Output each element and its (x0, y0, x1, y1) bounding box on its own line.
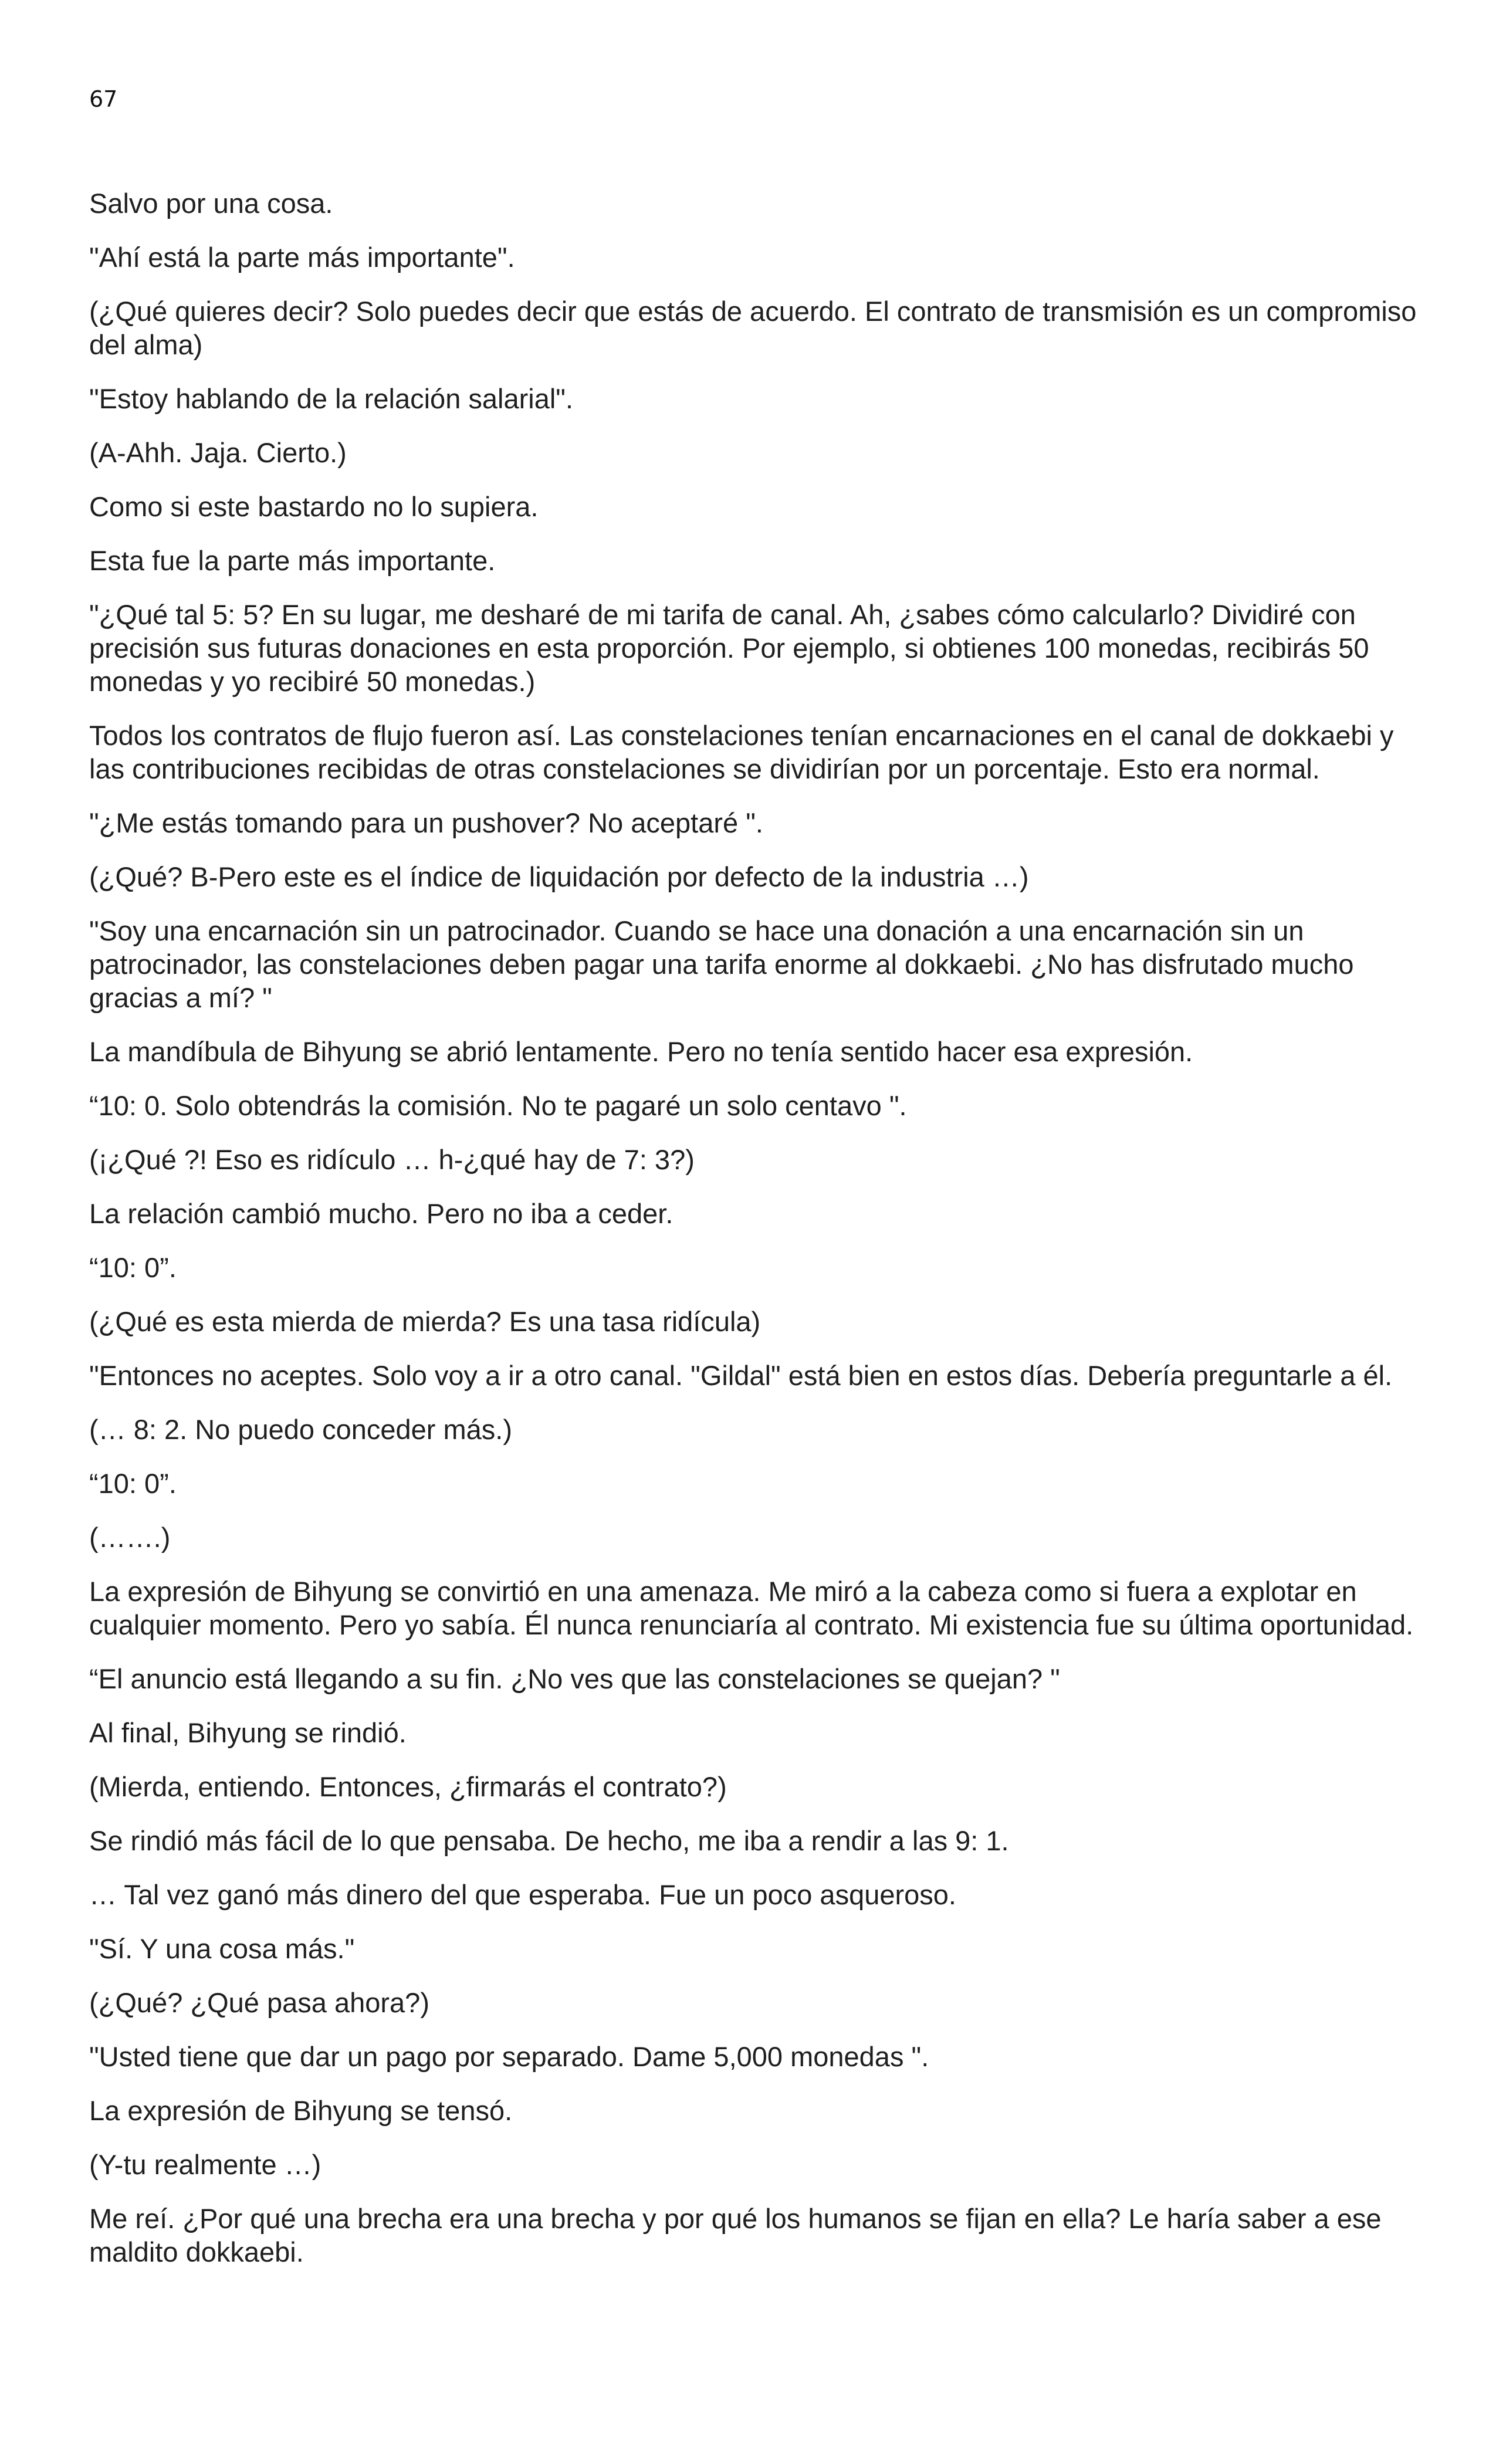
paragraph: (…….) (89, 1522, 171, 1553)
paragraph: "¿Me estás tomando para un pushover? No aceptaré ". (89, 807, 763, 838)
paragraph: Como si este bastardo no lo supiera. (89, 491, 539, 522)
document-body (89, 187, 1421, 2289)
paragraph: … Tal vez ganó más dinero del que esperaba. Fue un poco asqueroso. (89, 1879, 956, 1910)
paragraph: "Estoy hablando de la relación salarial". (89, 383, 574, 414)
paragraph: La relación cambió mucho. Pero no iba a ceder. (89, 1198, 673, 1229)
paragraph: (… 8: 2. No puedo conceder más.) (89, 1414, 513, 1445)
paragraph: "Usted tiene que dar un pago por separado. Dame 5,000 monedas ". (89, 2041, 929, 2072)
paragraph: Salvo por una cosa. (89, 188, 333, 219)
paragraph: La expresión de Bihyung se tensó. (89, 2095, 513, 2126)
paragraph: "Sí. Y una cosa más." (89, 1933, 355, 1964)
paragraph: Todos los contratos de flujo fueron así. Las constelaciones tenían encarnaciones en el canal de dokkaebi y las contribuciones recibidas de otras constelaciones se dividirían por un porcentaje. Esto era normal. (89, 720, 1394, 784)
paragraph: "Soy una encarnación sin un patrocinador. Cuando se hace una donación a una encarnación sin un patrocinador, las constelaciones deben pagar una tarifa enorme al dokkaebi. ¿No has disfrutado mucho gracias a mí? " (89, 915, 1354, 1013)
paragraph: La mandíbula de Bihyung se abrió lentamente. Pero no tenía sentido hacer esa expresión. (89, 1036, 1193, 1067)
paragraph: "Ahí está la parte más importante". (89, 242, 515, 273)
paragraph: (¿Qué? B-Pero este es el índice de liquidación por defecto de la industria …) (89, 861, 1029, 892)
paragraph: Se rindió más fácil de lo que pensaba. De hecho, me iba a rendir a las 9: 1. (89, 1825, 1009, 1856)
page-number: 67 (89, 86, 118, 112)
paragraph: "Entonces no aceptes. Solo voy a ir a otro canal. "Gildal" está bien en estos días. Debería preguntarle a él. (89, 1360, 1393, 1391)
paragraph: Me reí. ¿Por qué una brecha era una brecha y por qué los humanos se fijan en ella? Le haría saber a ese maldito dokkaebi. (89, 2203, 1382, 2267)
paragraph: (Y-tu realmente …) (89, 2149, 321, 2180)
paragraph: “10: 0”. (89, 1252, 177, 1283)
paragraph: Al final, Bihyung se rindió. (89, 1717, 407, 1748)
paragraph: Esta fue la parte más importante. (89, 545, 496, 576)
paragraph: (¿Qué quieres decir? Solo puedes decir que estás de acuerdo. El contrato de transmisión es un compromiso del alma) (89, 296, 1417, 360)
paragraph: (A-Ahh. Jaja. Cierto.) (89, 437, 347, 468)
paragraph: (¿Qué? ¿Qué pasa ahora?) (89, 1987, 429, 2018)
paragraph: (¡¿Qué ?! Eso es ridículo … h-¿qué hay de 7: 3?) (89, 1144, 695, 1175)
paragraph: (¿Qué es esta mierda de mierda? Es una tasa ridícula) (89, 1306, 761, 1337)
paragraph: "¿Qué tal 5: 5? En su lugar, me desharé de mi tarifa de canal. Ah, ¿sabes cómo calcularlo? Dividiré con precisión sus futuras donaciones en esta proporción. Por ejemplo, si obtienes 100 monedas, recibirás 50 monedas y yo recibiré 50 monedas.) (89, 599, 1369, 697)
paragraph: (Mierda, entiendo. Entonces, ¿firmarás el contrato?) (89, 1771, 727, 1802)
paragraph: “El anuncio está llegando a su fin. ¿No ves que las constelaciones se quejan? " (89, 1663, 1060, 1694)
paragraph: La expresión de Bihyung se convirtió en una amenaza. Me miró a la cabeza como si fuera a explotar en cualquier momento. Pero yo sabía. Él nunca renunciaría al contrato. Mi existencia fue su última oportunidad. (89, 1576, 1414, 1640)
paragraph: “10: 0”. (89, 1468, 177, 1499)
paragraph: “10: 0. Solo obtendrás la comisión. No te pagaré un solo centavo ". (89, 1090, 907, 1121)
